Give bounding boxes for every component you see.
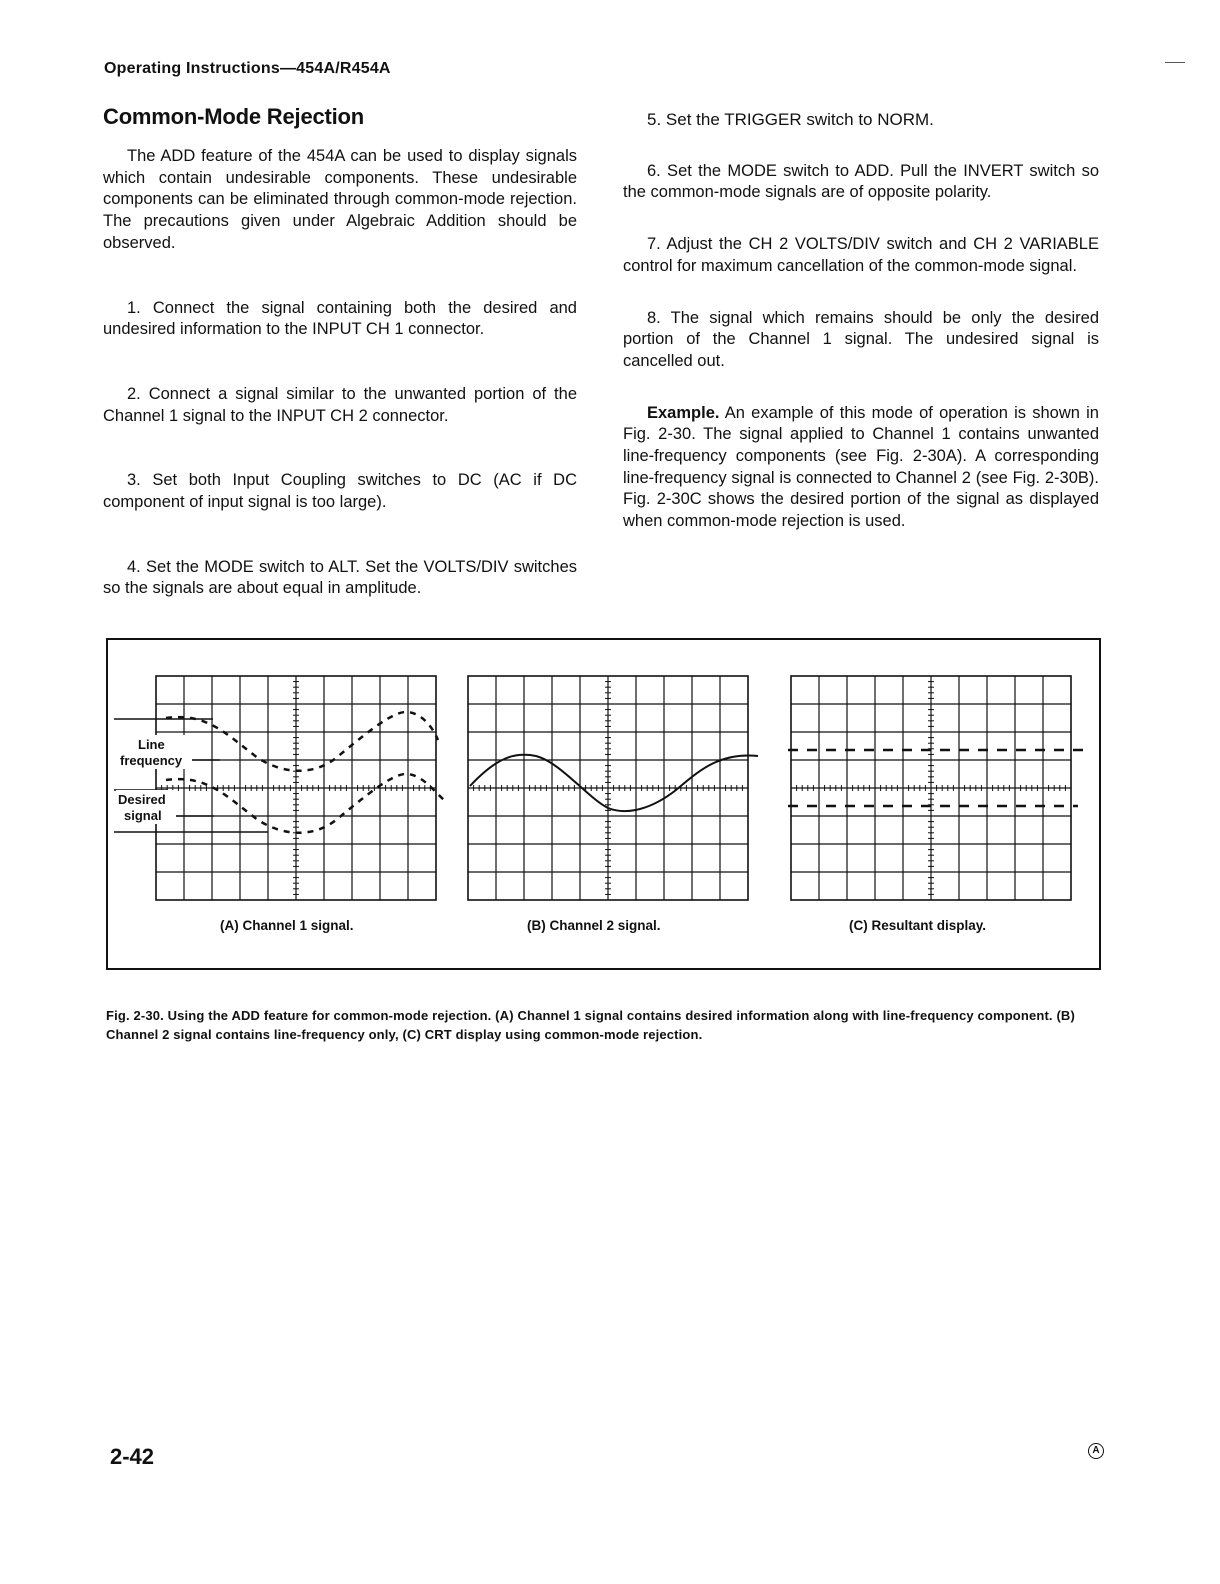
example-label: Example.: [647, 403, 720, 422]
subcaption-b: (B) Channel 2 signal.: [527, 918, 661, 933]
line-frequency-trace: [166, 712, 438, 771]
step-3: 3. Set both Input Coupling switches to DC (AC if DC component of input signal is too large).: [103, 471, 577, 512]
step-1: 1. Connect the signal containing both the desired and undesired information to the INPUT CH 1 connector.: [103, 298, 577, 339]
logo-mark: A: [1088, 1443, 1104, 1459]
step-2: 2. Connect a signal similar to the unwanted portion of the Channel 1 signal to the INPUT CH 2 connector.: [103, 384, 577, 425]
label-desired: Desired: [118, 792, 166, 807]
step-6: 6. Set the MODE switch to ADD. Pull the INVERT switch so the common-mode signals are of opposite polarity.: [623, 161, 1099, 202]
figure-caption: Fig. 2-30. Using the ADD feature for common-mode rejection. (A) Channel 1 signal contains desired information along with line-frequency component. (B) Channel 2 signal contains line-frequency only, (C) CRT display using common-mode rejection.: [106, 1008, 1075, 1042]
label-signal: signal: [124, 808, 162, 823]
corner-mark: [1165, 62, 1185, 63]
step-7: 7. Adjust the CH 2 VOLTS/DIV switch and CH 2 VARIABLE control for maximum cancellation of the common-mode signal.: [623, 235, 1099, 275]
label-line: Line: [138, 737, 165, 752]
subcaption-c: (C) Resultant display.: [849, 918, 987, 933]
step-8: 8. The signal which remains should be only the desired portion of the Channel 1 signal. The undesired signal is cancelled out.: [623, 308, 1099, 370]
step-4: 4. Set the MODE switch to ALT. Set the VOLTS/DIV switches so the signals are about equal in amplitude.: [103, 557, 577, 598]
section-title: Common-Mode Rejection: [103, 104, 365, 129]
left-column: [103, 104, 577, 600]
graticule-c: [791, 676, 1071, 900]
label-frequency: frequency: [120, 753, 183, 768]
channel-2-sine-trace: [470, 755, 758, 811]
right-column: [623, 104, 1099, 533]
example-paragraph: [623, 403, 1099, 533]
page-number: 2-42: [110, 1444, 155, 1469]
desired-signal-trace: [166, 774, 444, 833]
graticule-a: [156, 676, 436, 900]
step-5: 5. Set the TRIGGER switch to NORM.: [647, 110, 934, 129]
intro-paragraph: The ADD feature of the 454A can be used to display signals which contain undesirable components. These undesirable components can be eliminated through common-mode rejection. The precautions given under Algebraic Addition should be observed.: [103, 147, 577, 252]
graticule-b: [468, 676, 748, 900]
subcaption-a: (A) Channel 1 signal.: [220, 918, 354, 933]
running-header: Operating Instructions—454A/R454A: [104, 60, 391, 77]
example-text: An example of this mode of operation is shown in Fig. 2-30. The signal applied to Channel 1 contains unwanted line-frequency components (see Fig. 2-30A). A corresponding line-frequency signal is connected to Channel 2 (see Fig. 2-30B). Fig. 2-30C shows the desired portion of the signal as displayed when common-mode rejection is used.: [623, 403, 1099, 531]
